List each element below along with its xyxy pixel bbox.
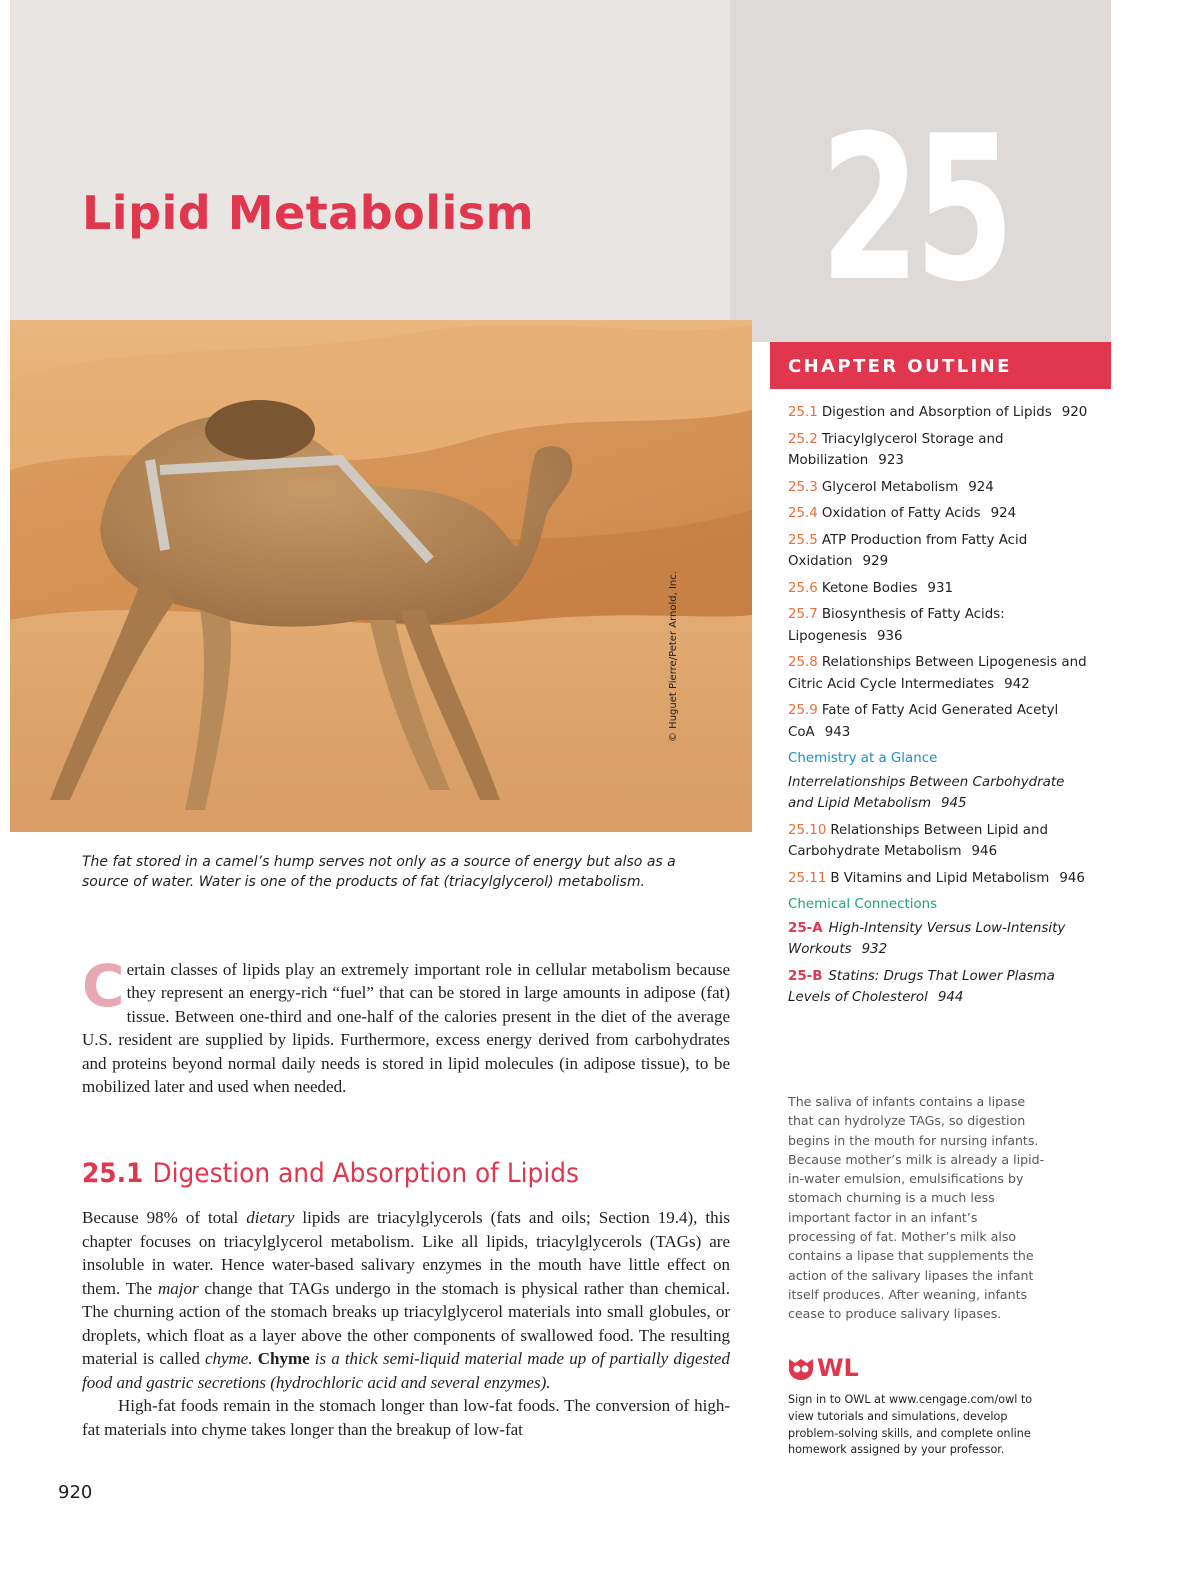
- outline-item-number: 25.3: [788, 479, 818, 495]
- outline-item[interactable]: [788, 700, 1088, 743]
- body-text-run: change that TAGs undergo in the stomach is physical rather than chemical. The churning action of the stomach breaks up triacylglycerol materials into small globules, or droplets, which float as a layer above the other components of swallowed food. The resulting material is called: [82, 1278, 730, 1368]
- owl-icon: [786, 1355, 816, 1381]
- outline-item[interactable]: [788, 652, 1088, 695]
- page-number: 920: [58, 1482, 93, 1503]
- outline-item[interactable]: [788, 868, 1088, 890]
- photo-caption: The fat stored in a camel’s hump serves not only as a source of energy but also as a source of water. Water is one of the products of fat (triacylglycerol) metabolism.: [82, 854, 676, 890]
- outline-item-text: Ketone Bodies: [821, 580, 918, 596]
- owl-note: Sign in to OWL at www.cengage.com/owl to view tutorials and simulations, develop problem-solving skills, and complete online homework assigned by your professor.: [788, 1393, 1033, 1457]
- outline-item-number: 25.10: [788, 822, 827, 838]
- body-paragraph-1: [82, 1206, 730, 1394]
- outline-item-page: 944: [937, 990, 964, 1005]
- outline-item-number: 25.5: [788, 532, 818, 548]
- outline-item-page: 924: [990, 506, 1017, 521]
- outline-item-page: 946: [971, 844, 998, 859]
- outline-item-number: 25.9: [788, 703, 818, 718]
- outline-item-text: Glycerol Metabolism: [821, 479, 959, 495]
- margin-note: The saliva of infants contains a lipase that can hydrolyze TAGs, so digestion begins in the mouth for nursing infants. Because mother’s milk is already a lipid-in-water emulsion, emulsifications by stomach churning is a much less important factor in an infant’s processing of fat. Mother’s milk also contains a lipase that supplements the action of the salivary lipases the infant itself produces. After weaning, infants cease to produce salivary lipases.: [788, 1094, 1045, 1322]
- section-number: 25.1: [82, 1158, 144, 1189]
- chapter-outline-header: CHAPTER OUTLINE: [770, 342, 1111, 389]
- outline-item-number: 25.8: [788, 655, 818, 670]
- camel-photo: [10, 320, 752, 832]
- outline-item[interactable]: [788, 503, 1088, 525]
- owl-logo: [786, 1354, 859, 1382]
- outline-item-number: 25-B: [788, 968, 823, 984]
- outline-item-number: 25-A: [788, 920, 823, 936]
- outline-item-text: B Vitamins and Lipid Metabolism: [830, 870, 1050, 886]
- body-text-run: lipids are triacylglycerols (fats and oils; Section 19.4), this chapter focuses on triacylglycerol metabolism. Like all lipids, triacylglycerols (TAGs) are insoluble in water. Hence water-based salivary enzymes in the mouth have little effect on them. The: [82, 1208, 730, 1298]
- outline-item[interactable]: [788, 429, 1088, 472]
- outline-item-page: 945: [941, 796, 967, 811]
- outline-item-number: 25.7: [788, 607, 818, 622]
- outline-item-page: 946: [1059, 870, 1085, 886]
- outline-item-page: 929: [862, 554, 889, 569]
- body-emphasis: major: [157, 1278, 199, 1298]
- outline-item-text: Relationships Between Lipogenesis and Citric Acid Cycle Intermediates: [788, 655, 1087, 692]
- outline-item[interactable]: [788, 578, 1088, 600]
- outline-item-page: 932: [861, 942, 888, 957]
- outline-item-page: 936: [877, 628, 903, 644]
- chapter-outline: [788, 402, 1088, 1014]
- chapter-title: Lipid Metabolism: [82, 186, 535, 240]
- intro-paragraph: [82, 952, 730, 1098]
- outline-item-text: Interrelationships Between Carbohydrate and Lipid Metabolism: [788, 774, 1065, 811]
- outline-item-number: 25.11: [788, 870, 827, 886]
- key-term-bold: Chyme: [252, 1349, 310, 1368]
- outline-item-text: Triacylglycerol Storage and Mobilization: [788, 431, 1004, 468]
- header-band: [10, 0, 730, 320]
- outline-item[interactable]: [788, 477, 1088, 499]
- outline-item[interactable]: [788, 604, 1088, 647]
- body-text-run: Because 98% of total: [82, 1208, 247, 1227]
- outline-item-text: ATP Production from Fatty Acid Oxidation: [788, 532, 1028, 569]
- chemistry-at-a-glance-label: Chemistry at a Glance: [788, 751, 938, 766]
- outline-item-number: 25.4: [788, 506, 818, 521]
- chapter-number: 25: [820, 93, 1009, 326]
- outline-item-text: Oxidation of Fatty Acids: [821, 506, 981, 521]
- outline-item-page: 920: [1061, 405, 1088, 420]
- photo-credit: © Huguet Pierre/Peter Arnold, Inc.: [668, 571, 679, 742]
- outline-item-page: 931: [927, 580, 953, 596]
- chemical-connections-label: Chemical Connections: [788, 897, 938, 912]
- body-emphasis: dietary: [246, 1208, 295, 1227]
- outline-item-text: Statins: Drugs That Lower Plasma Levels of Cholesterol: [788, 968, 1055, 1005]
- outline-item[interactable]: [788, 820, 1088, 863]
- outline-item-number: 25.2: [788, 431, 818, 447]
- outline-item-page: 942: [1004, 676, 1030, 692]
- outline-item[interactable]: [788, 918, 1088, 961]
- outline-item[interactable]: [788, 966, 1088, 1009]
- outline-item-page: 943: [824, 724, 851, 740]
- outline-item-page: 924: [968, 479, 994, 495]
- section-heading: [82, 1158, 579, 1189]
- outline-item-page: 923: [878, 453, 904, 468]
- outline-item-number: 25.6: [788, 580, 818, 596]
- outline-item-text: Digestion and Absorption of Lipids: [821, 405, 1052, 420]
- definition-text: is a thick semi-liquid material made up of partially digested food and gastric secretions (hydrochloric acid and several enzymes).: [82, 1349, 730, 1392]
- outline-item[interactable]: [788, 402, 1088, 424]
- outline-item-number: 25.1: [788, 405, 818, 420]
- owl-logo-text: WL: [817, 1354, 859, 1382]
- intro-text: ertain classes of lipids play an extremely important role in cellular metabolism because they represent an energy-rich “fuel” that can be stored in large amounts in adipose (fat) tissue. Between one-third and one-half of the calories present in the diet of the average U.S. resident are supplied by lipids. Furthermore, excess energy derived from carbohydrates and proteins beyond normal daily needs is stored in lipid molecules (in adipose tissue), to be mobilized later and used when needed.: [82, 960, 730, 1097]
- key-term: chyme.: [204, 1349, 253, 1368]
- section-body: [82, 1206, 730, 1441]
- outline-item[interactable]: [788, 772, 1088, 815]
- body-paragraph-2: High-fat foods remain in the stomach longer than low-fat foods. The conversion of high-fat materials into chyme takes longer than the breakup of low-fat: [82, 1396, 730, 1439]
- outline-item-text: High-Intensity Versus Low-Intensity Workouts: [788, 920, 1066, 957]
- outline-item-text: Relationships Between Lipid and Carbohydrate Metabolism: [788, 822, 1048, 859]
- outline-item-text: Biosynthesis of Fatty Acids: Lipogenesis: [788, 607, 1005, 644]
- section-title: Digestion and Absorption of Lipids: [152, 1158, 579, 1189]
- outline-item[interactable]: [788, 530, 1088, 573]
- outline-item-text: Fate of Fatty Acid Generated Acetyl CoA: [788, 703, 1059, 740]
- drop-cap: C: [82, 952, 125, 1020]
